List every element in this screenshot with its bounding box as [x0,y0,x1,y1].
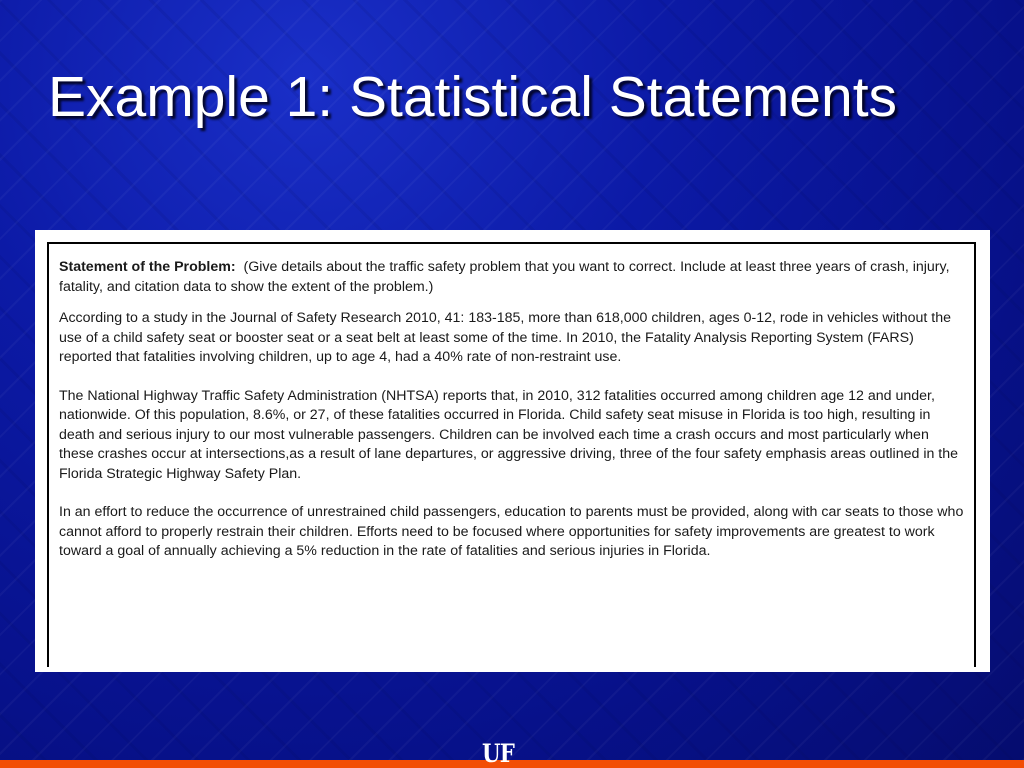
uf-logo: UF [482,739,514,768]
problem-heading-label: Statement of the Problem: [59,259,236,275]
paragraph-nhtsa-report: The National Highway Traffic Safety Administration (NHTSA) reports that, in 2010, 312 fatalities occurred among children age 12 and under, nationwide. Of this population, 8.6%, or 27, of these fatalities occurred in Florida. Child safety seat misuse in Florida is too high, resulting in death and serious injury to our most vulnerable passengers. Children can be involved each time a crash occurs and most particularly when these crashes occur at intersections,as a result of lane departures, or aggressive driving, three of the four safety emphasis areas outlined in the Florida Strategic Highway Safety Plan. [59,387,959,482]
document-image [35,230,990,672]
problem-heading-instruction: (Give details about the traffic safety problem that you want to correct. Include at least three years of crash, injury, fatality, and citation data to show the extent of the problem.) [59,259,950,295]
paragraph-education-goal: In an effort to reduce the occurrence of unrestrained child passengers, education to parents must be provided, along with car seats to those who cannot afford to properly restrain their children. Efforts need to be focused where opportunities for safety improvements are greatest to work toward a goal of annually achieving a 5% reduction in the rate of fatalities and serious injuries in Florida. [59,504,964,559]
paragraph-journal-study: According to a study in the Journal of Safety Research 2010, 41: 183-185, more than 618,000 children, ages 0-12, rode in vehicles without the use of a child safety seat or booster seat or a seat belt at least some of the time. In 2010, the Fatality Analysis Reporting System (FARS) reported that fatalities involving children, up to age 4, had a 40% rate of non-restraint use. [59,310,952,365]
slide-title: Example 1: Statistical Statements [48,65,898,129]
problem-statement-box [47,242,976,667]
problem-heading [59,258,964,297]
